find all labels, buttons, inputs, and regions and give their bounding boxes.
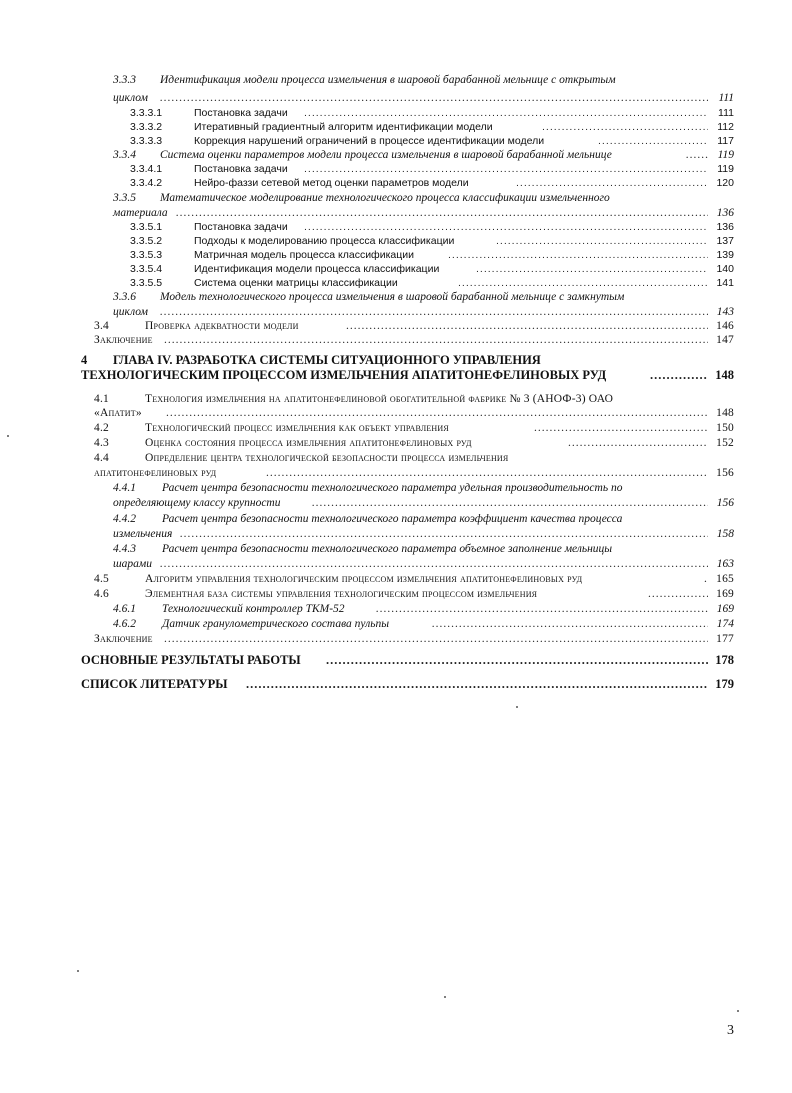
toc-number: 3.3.5.3	[130, 249, 163, 261]
toc-title-cont: материала	[113, 207, 168, 219]
toc-title: Технология измельчения на апатитонефелиновой обогатительной фабрике № 3 (АНОФ-3) ОАО	[145, 393, 614, 405]
toc-leader	[246, 675, 708, 693]
toc-title: Итеративный градиентный алгоритм идентификации модели	[194, 121, 493, 133]
toc-title-cont: апатитонефелиновых руд	[94, 467, 217, 479]
toc-page: 117	[717, 135, 734, 147]
toc-page: 174	[716, 618, 734, 630]
toc-title: Постановка задачи	[194, 107, 288, 119]
toc-number: 4.2	[94, 422, 109, 434]
toc-title: Постановка задачи	[194, 221, 288, 233]
page-number: 3	[727, 1023, 734, 1038]
toc-title: Алгоритм управления технологическим процессом измельчения апатитонефелиновых руд	[145, 573, 583, 585]
toc-number: 4.4.3	[113, 543, 136, 555]
toc-title-cont: «Апатит»	[94, 407, 142, 419]
toc-page: 169	[716, 603, 734, 615]
toc-number: 4.4	[94, 452, 109, 464]
toc-page: 163	[716, 558, 734, 570]
toc-number: 3.3.5.1	[130, 221, 163, 233]
toc-entry-conclusion-4[interactable]	[0, 630, 792, 648]
toc-title-cont: ТЕХНОЛОГИЧЕСКИМ ПРОЦЕССОМ ИЗМЕЛЬЧЕНИЯ АПАТИТОНЕФЕЛИНОВЫХ РУД	[81, 368, 607, 382]
toc-page: 179	[715, 677, 734, 691]
toc-title: Модель технологического процесса измельчения в шаровой барабанной мельнице с замкнутым	[160, 291, 625, 303]
toc-title: Идентификация модели процесса измельчения в шаровой барабанной мельнице с открытым	[160, 74, 616, 86]
toc-number: 3.3.5.2	[130, 235, 163, 247]
toc-title: Проверка адекватности модели	[145, 320, 299, 332]
toc-page: 177	[716, 633, 734, 645]
toc-title-cont: циклом	[113, 92, 148, 104]
scan-speck	[77, 970, 79, 972]
toc-title: Идентификация модели процесса классификации	[194, 263, 440, 275]
toc-page: 146	[716, 320, 734, 332]
toc-page: 150	[716, 422, 734, 434]
toc-number: 4.6	[94, 588, 109, 600]
toc-number: 3.3.3.1	[130, 107, 163, 119]
scan-speck	[737, 1010, 739, 1012]
toc-number: 4.3	[94, 437, 109, 449]
toc-number: 3.3.5.4	[130, 263, 163, 275]
toc-page: 156	[716, 467, 734, 479]
toc-number: 4.4.2	[113, 513, 136, 525]
toc-number: 3.3.4.2	[130, 177, 163, 189]
scan-speck	[7, 435, 9, 437]
toc-title: Нейро-фаззи сетевой метод оценки параметров модели	[194, 177, 469, 189]
toc-title: Технологический контроллер ТКМ-52	[162, 603, 345, 615]
toc-title-cont: шарами	[113, 558, 153, 570]
toc-title-cont: измельчения	[113, 528, 173, 540]
toc-title: Технологический процесс измельчения как объект управления	[145, 422, 449, 434]
toc-number: 3.3.3	[113, 74, 136, 86]
toc-page: 141	[716, 277, 734, 289]
toc-number: 4	[81, 353, 88, 367]
toc-title: Датчик гранулометрического состава пульпы	[162, 618, 389, 630]
toc-title: Система оценки матрицы классификации	[194, 277, 398, 289]
toc-page: 148	[716, 407, 734, 419]
toc-page: 147	[716, 334, 734, 346]
toc-page: 119	[717, 149, 734, 161]
toc-title: Постановка задачи	[194, 163, 288, 175]
toc-title: Матричная модель процесса классификации	[194, 249, 414, 261]
toc-page: 136	[716, 207, 734, 219]
toc-title: Расчет центра безопасности технологического параметра объемное заполнение мельницы	[162, 543, 613, 555]
toc-title: Расчет центра безопасности технологического параметра удельная производительность по	[162, 482, 623, 494]
toc-leader	[164, 630, 708, 648]
toc-title: Коррекция нарушений ограничений в процессе идентификации модели	[194, 135, 545, 147]
toc-page: 112	[717, 121, 734, 133]
toc-leader	[650, 366, 708, 384]
toc-number: 3.4	[94, 320, 109, 332]
toc-page: 165	[716, 573, 734, 585]
toc-page: 178	[715, 653, 734, 667]
toc-page: 139	[716, 249, 734, 261]
toc-page: 120	[716, 177, 734, 189]
toc-title: Заключение	[94, 633, 153, 645]
toc-title: ГЛАВА IV. РАЗРАБОТКА СИСТЕМЫ СИТУАЦИОННОГО УПРАВЛЕНИЯ	[113, 353, 541, 367]
toc-page: 111	[718, 92, 734, 104]
toc-page: 148	[715, 368, 734, 382]
toc-number: 3.3.3.2	[130, 121, 163, 133]
toc-leader	[164, 331, 708, 349]
toc-title: СПИСОК ЛИТЕРАТУРЫ	[81, 677, 228, 691]
toc-number: 4.5	[94, 573, 109, 585]
toc-title: Система оценки параметров модели процесса измельчения в шаровой барабанной мельнице	[160, 149, 612, 161]
toc-page: 136	[716, 221, 734, 233]
toc-page: 169	[716, 588, 734, 600]
toc-number: 4.6.2	[113, 618, 136, 630]
toc-title-cont: циклом	[113, 306, 148, 318]
toc-title: Элементная база системы управления технологическим процессом измельчения	[145, 588, 538, 600]
scan-speck	[444, 996, 446, 998]
scan-speck	[516, 706, 518, 708]
toc-title-cont: определяющему классу крупности	[113, 497, 281, 509]
toc-page: 119	[717, 163, 734, 175]
toc-number: 3.3.3.3	[130, 135, 163, 147]
toc-title: Расчет центра безопасности технологического параметра коэффициент качества процесса	[162, 513, 623, 525]
toc-leader	[326, 651, 708, 669]
toc-page: 158	[716, 528, 734, 540]
toc-title: Оценка состояния процесса измельчения апатитонефелиновых руд	[145, 437, 472, 449]
toc-entry-references[interactable]	[0, 675, 792, 693]
toc-number: 3.3.6	[113, 291, 136, 303]
toc-number: 3.3.5.5	[130, 277, 163, 289]
toc-page: 143	[716, 306, 734, 318]
toc-page: 152	[716, 437, 734, 449]
toc-title: Определение центра технологической безопасности процесса измельчения	[145, 452, 509, 464]
toc-page: 111	[718, 107, 734, 119]
toc-number: 3.3.4	[113, 149, 136, 161]
toc-title: Математическое моделирование технологического процесса классификации измельченного	[160, 192, 610, 204]
toc-title: ОСНОВНЫЕ РЕЗУЛЬТАТЫ РАБОТЫ	[81, 653, 301, 667]
toc-entry-conclusion-3[interactable]	[0, 331, 792, 349]
toc-page: 156	[716, 497, 734, 509]
toc-entry-3-3-3[interactable]	[0, 71, 792, 89]
toc-title: Подходы к моделированию процесса классификации	[194, 235, 455, 247]
toc-number: 4.4.1	[113, 482, 136, 494]
toc-title: Заключение	[94, 334, 153, 346]
toc-entry-chapter-4-cont[interactable]	[0, 366, 792, 384]
toc-page: 137	[716, 235, 734, 247]
toc-entry-results[interactable]	[0, 651, 792, 669]
toc-page: 140	[716, 263, 734, 275]
toc-number: 3.3.4.1	[130, 163, 163, 175]
toc-number: 3.3.5	[113, 192, 136, 204]
toc-number: 4.1	[94, 393, 109, 405]
toc-number: 4.6.1	[113, 603, 136, 615]
